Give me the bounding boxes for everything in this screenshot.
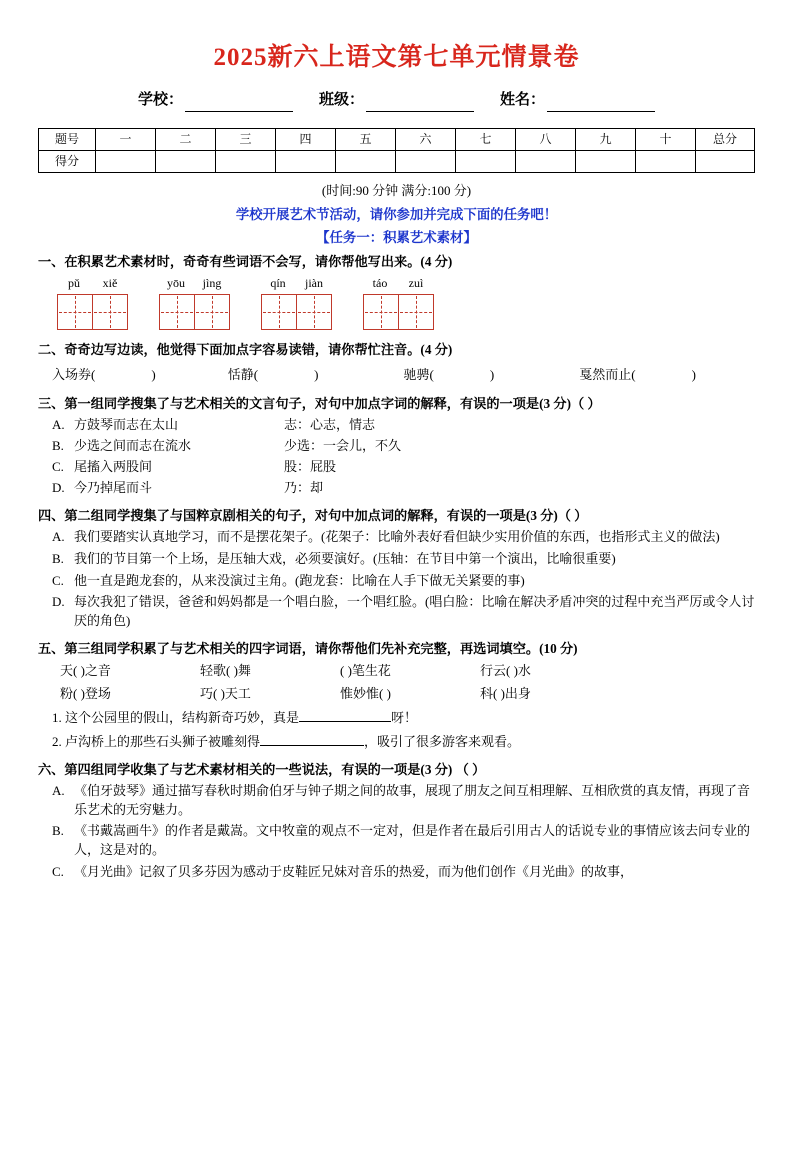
option-text: 他一直是跑龙套的，从来没演过主角。(跑龙套：比喻在人手下做无关紧要的事) [74, 572, 525, 588]
option-label: C. [52, 572, 64, 588]
score-cell[interactable] [456, 151, 516, 173]
fill-blank[interactable] [260, 745, 364, 746]
fill-blank[interactable] [299, 721, 391, 722]
score-cell: 八 [516, 129, 576, 151]
score-cell: 九 [576, 129, 636, 151]
identity-line [38, 90, 755, 112]
pinyin-answer-item: 戛然而止( ) [579, 367, 696, 383]
intro-text: 学校开展艺术节活动，请你参加并完成下面的任务吧！ [235, 206, 558, 222]
score-cell: 十 [636, 129, 696, 151]
task-one-heading: 【任务一：积累艺术素材】 [316, 230, 477, 246]
score-cell[interactable] [156, 151, 216, 173]
identity-name-blank[interactable] [547, 96, 655, 112]
pinyin-answer-label: 入场券( [52, 367, 96, 383]
idiom-item[interactable]: 科( )出身 [480, 686, 531, 702]
idiom-grid [38, 662, 755, 704]
idiom-item[interactable]: 粉( )登场 [60, 686, 111, 702]
option-d[interactable] [38, 479, 755, 498]
option-text: 每次我犯了错误，爸爸和妈妈都是一个唱白脸，一个唱红脸。(唱白脸：比喻在解决矛盾冲突的过程中充当严厉或令人讨厌的角色) [74, 594, 755, 629]
question-1-heading: 一、在积累艺术素材时，奇奇有些词语不会写，请你帮他写出来。(4 分) [38, 253, 453, 269]
pinyin-syllable: pǔ [68, 275, 80, 290]
question-4-heading: 四、第二组同学搜集了与国粹京剧相关的句子，对句中加点词的解释，有误的一项是(3 分)（ ） [38, 507, 588, 523]
question-2-heading: 二、奇奇边写边读，他觉得下面加点字容易读错，请你帮忙注音。(4 分) [38, 342, 453, 358]
option-label: D. [52, 594, 65, 610]
identity-school-blank[interactable] [185, 96, 293, 112]
identity-class-label: 班级： [318, 92, 364, 109]
score-cell[interactable] [216, 151, 276, 173]
pinyin-answer-label: 戛然而止( [579, 367, 636, 383]
option-label: A. [52, 417, 65, 433]
option-text: 《书戴嵩画牛》的作者是戴嵩。文中牧童的观点不一定对，但是作者在最后引用古人的话说专业的事情应该去问专业的人，这是对的。 [74, 823, 751, 858]
option-text: 《伯牙鼓琴》通过描写春秋时期俞伯牙与钟子期之间的故事，展现了朋友之间互相理解、互相欣赏的真友情，再现了音乐艺术的无穷魅力。 [74, 782, 751, 817]
score-cell[interactable] [516, 151, 576, 173]
option-a[interactable] [38, 528, 755, 547]
table-row [39, 129, 755, 151]
fill-text-before: 这个公园里的假山，结构新奇巧妙，真是 [65, 709, 300, 725]
tianzige-box[interactable] [261, 294, 297, 330]
question-3-options [38, 416, 755, 497]
option-b[interactable] [38, 437, 755, 456]
time-and-points: (时间:90 分钟 满分:100 分) [321, 183, 472, 198]
fill-text-after: ，吸引了很多游客来观看。 [364, 733, 521, 749]
identity-school [138, 90, 293, 112]
pinyin-answer-item: 入场券( ) [52, 367, 156, 383]
option-text: 少选之间而志在流水 [74, 438, 192, 454]
page-title: 2025新六上语文第七单元情景卷 [213, 44, 580, 71]
score-row-head: 得分 [39, 151, 96, 173]
pinyin-answer-label: 驰骋( [403, 367, 434, 383]
option-label: A. [52, 528, 65, 544]
option-a[interactable] [38, 782, 755, 820]
exam-page [0, 40, 793, 1161]
option-c[interactable] [38, 458, 755, 477]
option-explanation: 志：心志，情志 [284, 417, 376, 433]
pinyin-answer-item: 驰骋( ) [403, 367, 495, 383]
option-text: 我们要踏实认真地学习，而不是摆花架子。(花架子：比喻外表好看但缺少实用价值的东西，也指形式主义的做法) [74, 528, 720, 544]
score-cell: 七 [456, 129, 516, 151]
word-group-4 [362, 275, 434, 330]
tianzige-box[interactable] [92, 294, 128, 330]
tianzige-box[interactable] [57, 294, 93, 330]
word-group-3 [260, 275, 332, 330]
fill-number: 2. [52, 733, 62, 749]
option-explanation: 少选：一会儿，不久 [284, 438, 402, 454]
pinyin-syllable: xiě [102, 275, 118, 290]
option-label: D. [52, 479, 65, 495]
score-cell: 一 [96, 129, 156, 151]
fill-in-2 [38, 733, 755, 752]
option-a[interactable] [38, 416, 755, 435]
fill-in-1 [38, 709, 755, 728]
score-total-head: 总分 [696, 129, 755, 151]
tianzige-box[interactable] [296, 294, 332, 330]
pinyin-answer-label: 恬静( [227, 367, 259, 383]
idiom-item[interactable]: 轻歌( )舞 [200, 663, 251, 679]
option-text: 今乃掉尾而斗 [74, 479, 153, 495]
score-cell: 五 [336, 129, 396, 151]
option-label: C. [52, 459, 64, 475]
option-text: 尾搐入两股间 [74, 459, 153, 475]
option-c[interactable] [38, 572, 755, 591]
score-table [38, 128, 755, 173]
score-total-cell[interactable] [696, 151, 755, 173]
word-group-2 [158, 275, 230, 330]
question-5-heading: 五、第三组同学积累了与艺术相关的四字词语，请你帮他们先补充完整，再选词填空。(10 分) [38, 641, 578, 657]
score-cell: 六 [396, 129, 456, 151]
pinyin-syllable: jìng [202, 275, 222, 290]
tianzige-box[interactable] [194, 294, 230, 330]
word-group-1 [56, 275, 128, 330]
option-label: A. [52, 782, 65, 798]
score-cell[interactable] [276, 151, 336, 173]
fill-number: 1. [52, 709, 62, 725]
question-3-heading: 三、第一组同学搜集了与艺术相关的文言句子，对句中加点字词的解释，有误的一项是(3 分)（ ） [38, 396, 601, 412]
option-label: B. [52, 438, 64, 454]
pinyin-syllable: jiàn [305, 275, 323, 290]
identity-class-blank[interactable] [366, 96, 474, 112]
option-b[interactable] [38, 550, 755, 569]
idiom-item[interactable]: ( )笔生花 [340, 663, 391, 679]
option-c[interactable] [38, 863, 755, 882]
identity-class [319, 90, 474, 112]
score-cell: 二 [156, 129, 216, 151]
fill-text-before: 卢沟桥上的那些石头狮子被雕刻得 [65, 733, 261, 749]
pinyin-writing-row [38, 275, 755, 330]
option-explanation: 乃：却 [284, 479, 324, 495]
score-cell[interactable] [96, 151, 156, 173]
identity-name-label: 姓名： [500, 92, 546, 109]
score-row-head: 题号 [39, 129, 96, 151]
option-explanation: 股：屁股 [284, 459, 337, 475]
idiom-item[interactable]: 天( )之音 [60, 663, 111, 679]
identity-school-label: 学校： [137, 92, 183, 109]
tianzige-box[interactable] [398, 294, 434, 330]
option-text: 《月光曲》记叙了贝多芬因为感动于皮鞋匠兄妹对音乐的热爱，而为他们创作《月光曲》的故事， [74, 864, 634, 880]
option-text: 方鼓琴而志在太山 [74, 417, 179, 433]
score-cell[interactable] [336, 151, 396, 173]
idiom-item[interactable]: 巧( )天工 [200, 686, 251, 702]
score-cell[interactable] [396, 151, 456, 173]
score-cell[interactable] [636, 151, 696, 173]
tianzige-box[interactable] [363, 294, 399, 330]
fill-text-after: 呀！ [391, 709, 418, 725]
pinyin-syllable: qín [270, 275, 286, 290]
option-b[interactable] [38, 822, 755, 860]
option-label: C. [52, 864, 64, 880]
idiom-item[interactable]: 行云( )水 [480, 663, 531, 679]
tianzige-box[interactable] [159, 294, 195, 330]
idiom-item[interactable]: 惟妙惟( ) [340, 686, 391, 702]
option-label: B. [52, 823, 64, 839]
score-cell: 三 [216, 129, 276, 151]
option-label: B. [52, 550, 64, 566]
idiom-row [60, 685, 755, 704]
option-d[interactable] [38, 593, 755, 631]
pinyin-syllable: táo [372, 275, 388, 290]
score-cell[interactable] [576, 151, 636, 173]
idiom-row [60, 662, 755, 681]
identity-name [500, 90, 655, 112]
score-cell: 四 [276, 129, 336, 151]
table-row [39, 151, 755, 173]
option-text: 我们的节目第一个上场，是压轴大戏，必须要演好。(压轴：在节目中第一个演出，比喻很重要) [74, 550, 616, 566]
pinyin-syllable: yōu [167, 275, 185, 290]
pinyin-answer-item: 恬静( ) [227, 367, 319, 383]
question-6-heading: 六、第四组同学收集了与艺术素材相关的一些说法，有误的一项是(3 分) （ ） [38, 761, 486, 777]
pinyin-answer-row [38, 366, 755, 385]
pinyin-syllable: zuì [408, 275, 424, 290]
